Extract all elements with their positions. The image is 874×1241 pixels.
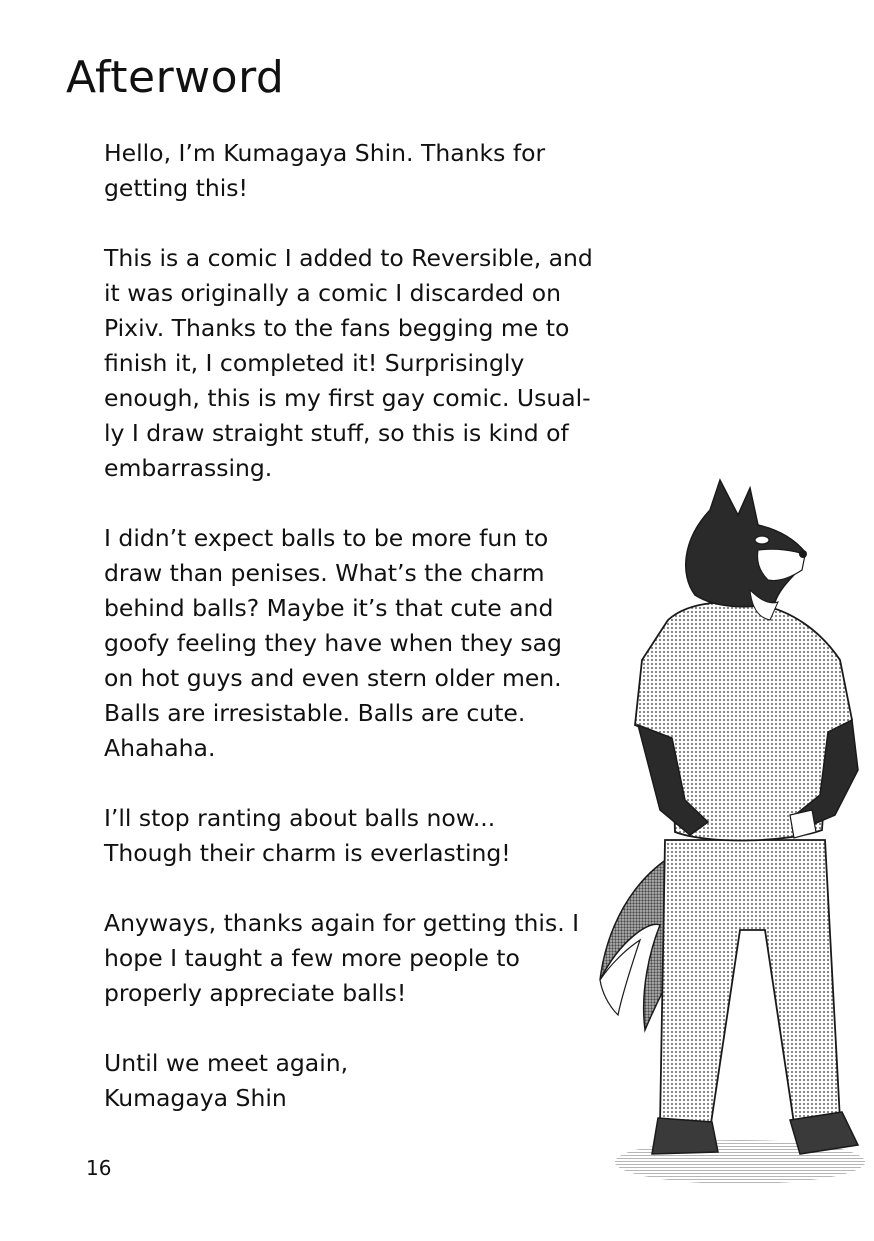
- page-number: 16: [86, 1156, 112, 1180]
- text-line: Anyways, thanks again for getting this. I: [104, 909, 580, 937]
- text-line: behind balls? Maybe it’s that cute and: [104, 594, 554, 622]
- text-line: on hot guys and even stern older men.: [104, 664, 562, 692]
- pants-shape: [660, 840, 840, 1130]
- text-line: goofy feeling they have when they sag: [104, 629, 562, 657]
- text-line: I’ll stop ranting about balls now...: [104, 804, 496, 832]
- text-line: getting this!: [104, 174, 248, 202]
- wolf-character-illustration: [590, 470, 870, 1200]
- eye-icon: [755, 536, 769, 544]
- paragraph-greeting: [104, 136, 604, 206]
- page-title: Afterword: [66, 52, 285, 103]
- text-line: draw than penises. What’s the charm: [104, 559, 545, 587]
- text-line: Until we meet again,: [104, 1049, 349, 1077]
- text-line: embarrassing.: [104, 454, 273, 482]
- paragraph-signoff: [104, 1046, 604, 1116]
- text-line: it was originally a comic I discarded on: [104, 279, 561, 307]
- head-shape: [686, 480, 805, 607]
- text-line: I didn’t expect balls to be more fun to: [104, 524, 549, 552]
- nose-icon: [799, 550, 807, 558]
- text-line: Balls are irresistable. Balls are cute.: [104, 699, 526, 727]
- paragraph-thanks: [104, 906, 604, 1011]
- left-shoe: [652, 1118, 718, 1154]
- text-line: Hello, I’m Kumagaya Shin. Thanks for: [104, 139, 546, 167]
- paragraph-origin: [104, 241, 604, 486]
- text-line: enough, this is my first gay comic. Usual-: [104, 384, 591, 412]
- right-shoe: [790, 1112, 858, 1154]
- afterword-body: [104, 136, 604, 1151]
- signature: Kumagaya Shin: [104, 1084, 287, 1112]
- paragraph-charm: [104, 521, 604, 766]
- text-line: hope I taught a few more people to: [104, 944, 520, 972]
- text-line: Pixiv. Thanks to the fans begging me to: [104, 314, 570, 342]
- text-line: This is a comic I added to Reversible, and: [104, 244, 593, 272]
- paragraph-ranting: [104, 801, 604, 871]
- text-line: Ahahaha.: [104, 734, 216, 762]
- text-line: Though their charm is everlasting!: [104, 839, 511, 867]
- text-line: properly appreciate balls!: [104, 979, 407, 1007]
- text-line: finish it, I completed it! Surprisingly: [104, 349, 525, 377]
- text-line: ly I draw straight stuff, so this is kind of: [104, 419, 569, 447]
- muzzle-shape: [757, 549, 805, 580]
